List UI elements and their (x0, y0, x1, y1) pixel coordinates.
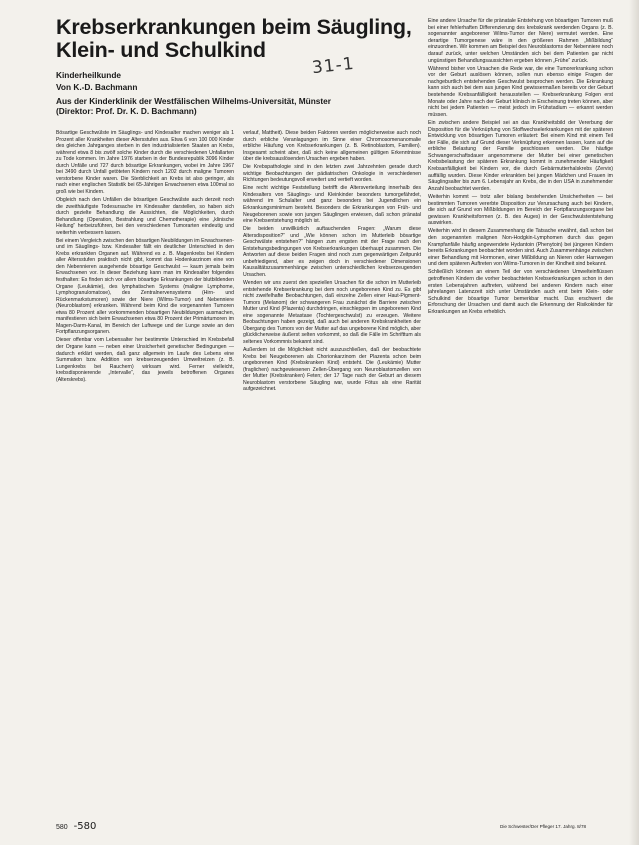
page-edge-shadow (629, 0, 639, 845)
paragraph: Eine recht wichtige Feststellung betrifft die Altersverteilung innerhalb des Kindesalters von Säuglings- und Kleinkinder besonders tumorgefährdet, während im Schulalter und ganz besonders bei Jugendlichen ein Erkrankungsminimum besteht. Besonders die Erkrankungen von Früh- und Neugeborenen sowie von jungen Säuglingen erwiesen, daß schon pränatal eine Krebsentstehung möglich ist. (243, 185, 421, 225)
article-category: Kinderheilkunde (56, 70, 122, 80)
paragraph: Weiterhin wird in diesem Zusammenhang die Tatsache erwähnt, daß schon bei den sogenannten malignen Non-Hodgkin-Lymphomen durch das gegen Krampfanfälle häufig angewendete Hydantoin (Phenytoin) bei jüngeren Kindern bereits Erkrankungen beobachtet worden sind. Auch Zusammenhänge zwischen einer Behandlung mit Hormonen, einer Mißbildung an Nieren oder Harnwegen und dem späteren Auftreten von Wilms-Tumoren in der Kindheit sind bekannt. (428, 228, 613, 268)
page-footer-left (56, 821, 96, 832)
paragraph: Eine andere Ursache für die pränatale Entstehung von bösartigen Tumoren muß bei einer fehlerhaften Differenzierung des krebskrank werdenden Organs (z. B. sogenannter angeborener Wilms-Tumor der Niere) vermutet werden. Eine derartige Tumorgenese wäre in den größeren Rahmen „Mißbildung“ einzuordnen. Wir kommen am Beispiel des Neuroblastoms der Nebenniere noch darauf zurück, unter welchen Umständen sich bei dem Patienten gar nicht ungünstigen Behandlungsaussichten ergeben können „Frühe“ zurück. (428, 18, 613, 64)
paragraph: verlauf, Mattheit). Diese beiden Faktoren werden möglicherweise auch noch durch erbliche Veranlagungen im Sinne einer Chromosomenanomalie erbliche Häufung von Krebserkrankungen (z. B. Retinoblastom, Familien). Insgesamt scheint aber, daß sich keine allgemeinen gültigen Erkenntnisse über die krebsauslösenden Ursachen ergeben haben. (243, 130, 421, 163)
article-title (56, 16, 416, 62)
handwritten-page-number: -580 (73, 821, 97, 832)
journal-reference: Die Schwester/Der Pfleger 17. Jahrg. 8/78 (500, 824, 587, 829)
article-director: (Direktor: Prof. Dr. K. D. Bachmann) (56, 106, 197, 116)
handwritten-note: 31-1 (311, 53, 356, 79)
paragraph: Die Krebspathologie sind in den letzten zwei Jahrzehnten gerade durch wichtige Beobachtungen der pädiatrischen Onkologie in verschiedenen Richtungen bedeutungsvoll erweitert und vertieft worden. (243, 164, 421, 184)
paragraph: Bösartige Geschwülste im Säuglings- und Kindesalter machen weniger als 1 Prozent aller Krankheiten dieser Altersstufen aus. Etwa 6 von 100 000 Kinder des gleichen Jahrganges sterben in den industrialisierten Staaten an Krebs, während etwa 8 bis zwölf solche Kinder durch die verschiedenen Unfallarten zu Tode kommen. Im Jahre 1976 starben in der Bundesrepublik 3096 Kinder durch Unfälle und 727 durch bösartige Erkrankungen, wobei im Jahre 1967 bei 3490 durch Unfall getöteten Kindern noch 1202 durch maligne Tumoren verstorbene Kinder waren. Die Sterblichkeit an Krebs ist also geringer, als nach einer englischen Statistik bei 65-Jährigen Erwachsenen etwa 100mal so groß wie bei Kindern. (56, 130, 234, 195)
paragraph: Weiterhin kommt — trotz aller bislang bestehenden Unsicherheiten — bei bestimmten Tumoren vererbte Disposition zur Verursachung auch bei Kindern, die sich auf Grund von Mißbildungen im Bereich der Fortpflanzungsorgane bei gewissen Krankheitsformen (z. B. des Auges) in der Geschwulstentstehung auswirken. (428, 193, 613, 227)
paragraph: Die beiden unwillkürlich auftauchenden Fragen: „Warum diese Altersdisposition?“ und „Wie können schon im Mutterleib bösartige Geschwülste entstehen?“ hängen zum engsten mit der Frage nach den Entstehungsbedingungen von Krebserkrankungen überhaupt zusammen. Die Antworten auf diese beiden Fragen sind noch zum gegenwärtigen Zeitpunkt unbefriedigend, aber es zeigen doch in verschiedener Dimensionen Kausalitätszusammenhänge zwischen unterschiedlichen krebserzeugenden Ursachen. (243, 226, 421, 278)
paragraph: Dieser offenbar vom Lebensalter her bestimmte Unterschied im Krebsbefall der Organe kann — neben einer Unsicherheit genetischer Bedingungen — dadurch erklärt werden, daß ganz allgemein im Laufe des Lebens eine Summation bzw. Addition von krebserzeugenden Umweltreizen (z. B. Lungenkrebs bei Rauchern) wirksam wird. Ferner vielleicht, krebsdisponierende „Intervalle“, das jeweils betroffenen Organes (Alterskrebs). (56, 337, 234, 383)
paragraph: Wenden wir uns zuerst den speziellen Ursachen für die schon im Mutterleib entstehende Krebserkrankung bei dem noch ungeborenen Kind zu. Es gibt nicht zweifelhafte Beobachtungen, daß einzelne Zellen einer Haut-Pigment-Tumors (Melanom) der schwangeren Frau zunächst die Barriere zwischen Mutter und Kind (Plazenta) durchdringen, einschleppen im ungeborenen Kind eine sogenannte Metastase (Tochtergeschwulst) zu erzeugen. Weitere Beobachtungen haben gezeigt, daß auch bei anderen Krebskrankheiten der Übergang des Tumors von der Mutter auf das ungeborene Kind möglich, aber glücklicherweise äußerst selten vorkommt, so daß die Fälle im Schrifttum als seltenes Vorkommnis bekannt sind. (243, 280, 421, 345)
paragraph: Ein zwischen andere Beispiel sei an das Krankheitsbild der Vererbung der Disposition für die Verknüpfung von Stoffwechselerkrankungen mit der späteren Entwicklung von bösartigen Tumoren erläutert: Bei einem Kind mit einem Teil der Fälle, die sich auf Grund dieser Verknüpfung erkennen lassen, kann auf die erbliche Belastung der Familie geschlossen werden. Die häufige Schwangerschaftsdauer angenommene der Mutter bei einer genetischen Krebsbelastung der späteren Erkrankung kommt in zunehmender Häufigkeit Krebsanfälligkeit bei Kindern vor, die durch Gebärmutterhalskrebs (Zervix) auffällig wurden. Diese Kinder erkrankten bei jungen Mädchen und Frauen im Säuglingsalter bis zum 6. Lebensjahr an Krebs, die in den USA in zunehmender Anzahl beobachtet werden. (428, 119, 613, 192)
title-line-2: Klein- und Schulkind (56, 38, 266, 62)
article-author: Von K.-D. Bachmann (56, 82, 138, 92)
paragraph: Während bisher von Ursachen die Rede war, die eine Tumorerkrankung schon vor der Geburt auslösen können, sollen nun ebenso einige Fragen der nachgeburtlich entstehenden Geschwulst besprochen werden. Die Erkrankung kann sich auch bei dem aus jungen Kind gewissermaßen bereits vor der Geburt bestehende Krebsanfälligkeit herausstellen — Krebserkrankung Folgen erst Monate oder Jahre nach der Geburt klinisch in Erscheinung treten können, aber nicht bei jedem Patienten — meist jedoch im Frühstadium — erkannt werden müssen. (428, 65, 613, 118)
page-number: 580 (56, 824, 68, 831)
article-institution: Aus der Kinderklinik der Westfälischen Wilhelms-Universität, Münster (56, 96, 332, 106)
text-column-1 (56, 130, 234, 815)
title-line-1: Krebserkrankungen beim Säugling, (56, 15, 412, 39)
paragraph: Außerdem ist die Möglichkeit nicht auszuschließen, daß der beobachtete Krebs bei Neugeborenen als Chorionkarzinom der Plazenta schon beim ungeborenen Kind (Krebskranken Kind) entsteht. Die (Leukämie) Mutter (fraglichen) nachgewiesenen Zellen-Übergang von Neuroblastomzellen von der Mutter (Krebskranken) Feten; der 17 Tage nach der Geburt an diesem Neuroblastom verstorbene Säugling war, wurde Fötus als eine Rarität aufgezeichnet. (243, 347, 421, 393)
paragraph: Obgleich nach den Unfällen die bösartigen Geschwülste auch derzeit noch die zweithäufigste Todesursache im Kindesalter darstellen, so haben sich durch gezielte Behandlung die Aussichten, die Möglichkeiten, durch Behandlung (Operation, Bestrahlung und Chemotherapie) eine „klinische Heilung“ herbeizuführen, bei den verschiedenen Tumorarten eindeutig und weiterhin verbessern lassen. (56, 196, 234, 236)
paragraph: Bei einem Vergleich zwischen den bösartigen Neubildungen im Erwachsenen- und im Säuglings- bzw. Kindesalter fällt ein deutlicher Unterschied in den Krebs erkrankten Organen auf. Während es z. B. Magenkrebs bei Kindern aller Altersstufen praktisch nicht gibt, kommt das Hodenkarzinom eine von den Nebennieren ausgehende bösartige Geschwulst — kaum jemals beim Erwachsenen vor. In dieser Beziehung kann man im Kindesalter folgendes festhalten: Es finden sich vor allem bösartige Erkrankungen der blutbildenden Organe (Leukämie), des lymphatischen Systems (maligne Lymphome, Lymphogranulomatose), des Zentralnervensystems (Hirn- und Rückenmarkstumoren) sowie der Niere (Wilms-Tumor) und Nebenniere (Neuroblastom) erkranken. Während beim Kind die vorgenannten Tumoren etwa 80 Prozent aller vorkommenden bösartigen Neubildungen ausmachen, manifestieren sich beim Erwachsenen etwa 80 Prozent der Primärtumoren im Magen-Darm-Kanal, im Bereich der Luftwege und der Lunge sowie an den Fortpflanzungsorganen. (56, 237, 234, 336)
text-column-3 (428, 18, 613, 818)
paragraph: Schließlich können an einem Teil der von verschiedenen Umwelteinflüssen getroffenen Kindern die vorher beobachteten Krebserkrankungen schon in den ersten Lebensjahren auftreten, während bei anderen Kindern nach einer jahrelangen Latenzzeit sich unter Umständen auch erst beim Klein- oder Schulkind der bösartige Tumor bemerkbar macht. Das erschwert die Erforschung der Ursachen und damit auch die Erkennung der Risikokinder für Erkrankungen an Krebs erheblich. (428, 269, 613, 316)
text-column-2 (243, 130, 421, 820)
